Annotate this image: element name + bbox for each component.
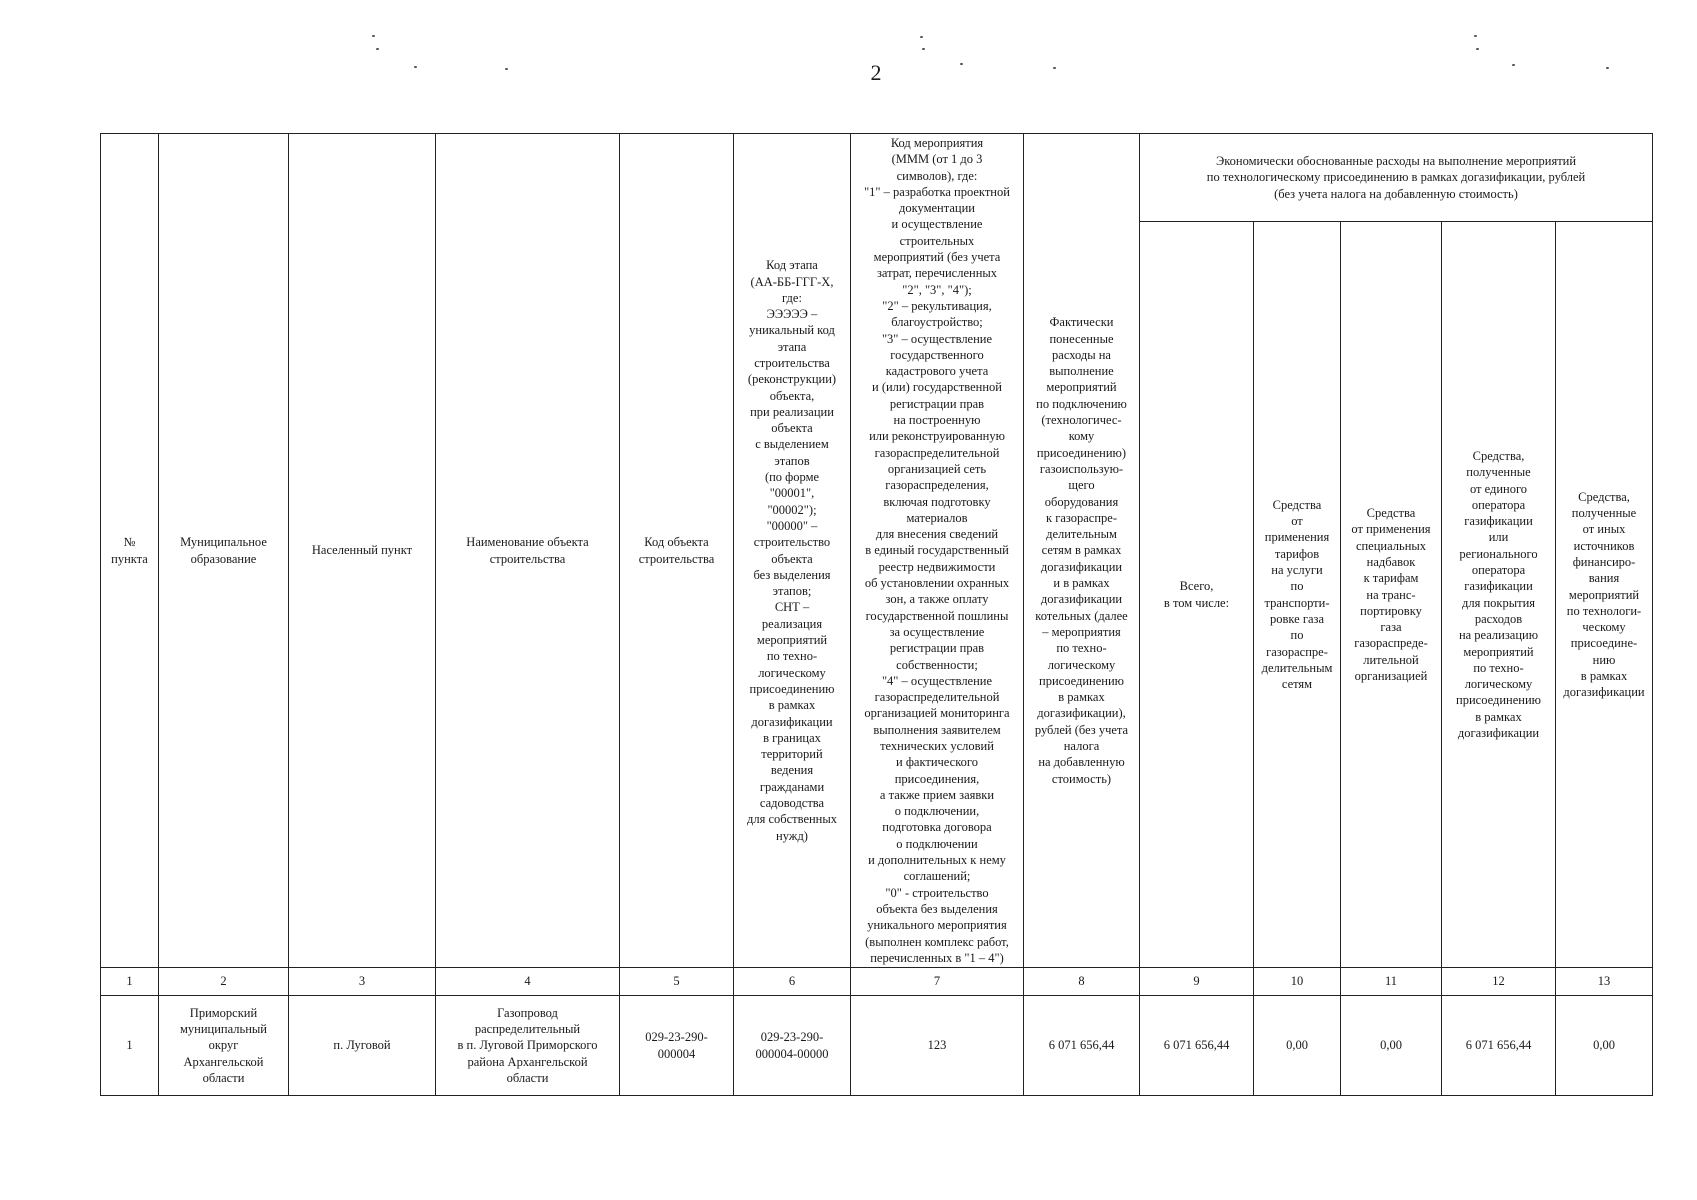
header-total: Всего, в том числе: [1140, 222, 1254, 968]
header-object-code: Код объекта строительства [620, 134, 734, 968]
scan-speck [1512, 64, 1515, 66]
scan-speck [922, 48, 925, 50]
column-number: 13 [1556, 968, 1653, 996]
scan-speck [372, 35, 375, 37]
cell-item-number: 1 [101, 996, 159, 1096]
header-activity-code: Код мероприятия (МММ (от 1 до 3 символов), где: "1" – разработка проектной документации и осуществление строительных мероприятий (без учета затрат, перечисленных "2", "3", "4"); "2" – рекультивация, благоустройство; "3" – осуществление государственного кадастрового учета и (или) государственной регистрации прав на построенную или реконструированную газораспределительной организацией сеть газораспределения, включая подготовку материалов для внесения сведений в единый государственный реестр недвижимости об установлении охранных зон, а также оплату государственной пошлины за осуществление регистрации прав собственности; "4" – осуществление газораспределительной организацией мониторинга выполнения заявителем технических условий и фактического присоединения, а также прием заявки о подключении, подготовка договора о подключении и дополнительных к нему соглашений; "0" - строительство объекта без выделения уникального мероприятия (выполнен комплекс работ, перечисленных в "1 – 4") [851, 134, 1024, 968]
column-number: 2 [159, 968, 289, 996]
header-operator-funds: Средства, полученные от единого оператора газификации или регионального оператора газификации для покрытия расходов на реализацию мероприятий по техно- логическому присоединению в рамках догазификации [1442, 222, 1556, 968]
column-number: 5 [620, 968, 734, 996]
cell-tariff-funds: 0,00 [1254, 996, 1341, 1096]
header-tariff-funds: Средства от применения тарифов на услуги по транспорти- ровке газа по газораспре- делительным сетям [1254, 222, 1341, 968]
column-number: 8 [1024, 968, 1140, 996]
expenses-table [100, 133, 1653, 1096]
scan-speck [1474, 35, 1477, 37]
column-number: 11 [1341, 968, 1442, 996]
column-number: 4 [436, 968, 620, 996]
cell-stage-code: 029-23-290- 000004-00000 [734, 996, 851, 1096]
header-settlement: Населенный пункт [289, 134, 436, 968]
scan-speck [1476, 48, 1479, 50]
cell-special-surcharge-funds: 0,00 [1341, 996, 1442, 1096]
header-justified-expenses-group: Экономически обоснованные расходы на выполнение мероприятий по технологическому присоединению в рамках догазификации, рублей (без учета налога на добавленную стоимость) [1140, 134, 1653, 222]
scan-speck [960, 63, 963, 65]
cell-activity-code: 123 [851, 996, 1024, 1096]
cell-total: 6 071 656,44 [1140, 996, 1254, 1096]
scan-speck [414, 66, 417, 68]
column-number: 12 [1442, 968, 1556, 996]
cell-actual-expenses: 6 071 656,44 [1024, 996, 1140, 1096]
cell-operator-funds: 6 071 656,44 [1442, 996, 1556, 1096]
column-number: 1 [101, 968, 159, 996]
page-number: 2 [870, 60, 882, 85]
column-number: 7 [851, 968, 1024, 996]
scan-speck [1606, 67, 1609, 69]
column-number: 3 [289, 968, 436, 996]
column-number: 6 [734, 968, 851, 996]
scan-speck [376, 48, 379, 50]
header-object-name: Наименование объекта строительства [436, 134, 620, 968]
header-actual-expenses: Фактически понесенные расходы на выполнение мероприятий по подключению (технологичес- кому присоединению) газоиспользую- щего оборудования к газораспре- делительным сетям в рамках догазификации и в рамках догазификации котельных (далее – мероприятия по техно- логическому присоединению в рамках догазификации), рублей (без учета налога на добавленную стоимость) [1024, 134, 1140, 968]
scan-speck [920, 36, 923, 38]
scan-speck [1053, 67, 1056, 69]
cell-object-name: Газопровод распределительный в п. Луговой Приморского района Архангельской области [436, 996, 620, 1096]
column-number: 9 [1140, 968, 1254, 996]
table-row [101, 996, 1653, 1096]
header-municipality: Муниципальное образование [159, 134, 289, 968]
cell-object-code: 029-23-290- 000004 [620, 996, 734, 1096]
header-other-sources-funds: Средства, полученные от иных источников финансиро- вания мероприятий по технологи- ческому присоедине- нию в рамках догазификации [1556, 222, 1653, 968]
header-item-number: № пункта [101, 134, 159, 968]
scan-speck [505, 68, 508, 70]
header-row-1 [101, 134, 1653, 222]
cell-settlement: п. Луговой [289, 996, 436, 1096]
cell-other-sources-funds: 0,00 [1556, 996, 1653, 1096]
column-number: 10 [1254, 968, 1341, 996]
cell-municipality: Приморский муниципальный округ Архангельской области [159, 996, 289, 1096]
header-stage-code: Код этапа (АА-ББ-ГГГ-Х, где: ЭЭЭЭЭ – уникальный код этапа строительства (реконструкции) объекта, при реализации объекта с выделением этапов (по форме "00001", "00002"); "00000" – строительство объекта без выделения этапов; СНТ – реализация мероприятий по техно- логическому присоединению в рамках догазификации в границах территорий ведения гражданами садоводства для собственных нужд) [734, 134, 851, 968]
header-special-surcharge-funds: Средства от применения специальных надбавок к тарифам на транс- портировку газа газораспреде- лительной организацией [1341, 222, 1442, 968]
column-number-row [101, 968, 1653, 996]
